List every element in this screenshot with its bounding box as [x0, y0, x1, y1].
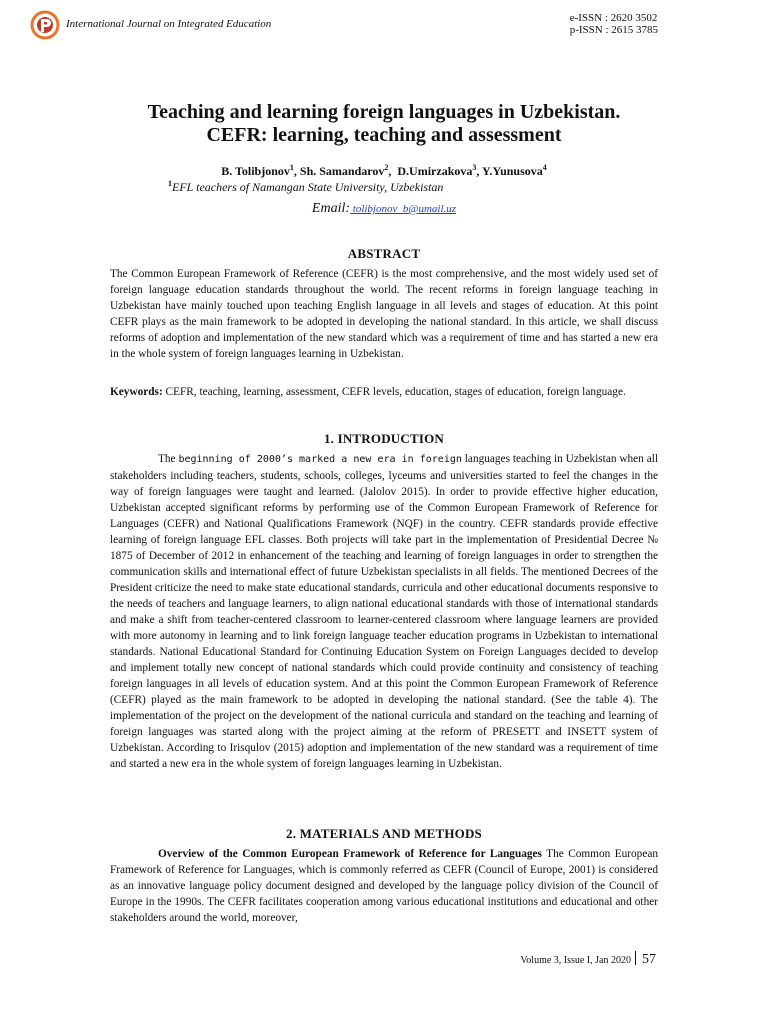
intro-body: languages teaching in Uzbekistan when all stakeholders including teachers, students, schools, colleges, lyceums and universities started to feel the changes in the way of foreign languages were taught and learned. (Jalolov 2015). In order to provide effective higher education, Uzbekistan accepted significant reforms by performing use of the Common European Framework of Reference for Languages (CEFR) and National Qualifications Framework (NQF) in the country. CEFR standards provide effective learning of foreign language EFL classes. Both projects will take part in the implementation of Presidential Decree № 1875 of December of 2012 in enhancement of the teaching and learning of foreign languages in order to strengthen the communication skills and international effect of future Uzbekistan specialists in all fields. The mentioned Decrees of the President criticize the need to make state educational standards, curricula and other educational documents responsive to the needs of teachers and language learners, to align national educational standards with those of international standards and make a shift from teacher-centered classroom to learner-centered classroom where language learners are provided with more autonomy in learning and to link foreign language teacher education programs in Uzbekistan to international standards. National Educational Standard for Continuing Education System on Foreign Languages decided to develop and implement totally new concept of national standards which could provide continuity and consistency of teaching foreign languages in all levels of education system. And at this point the Common European Framework of Reference (CEFR) played as the main framework to be adopted in developing the national standard. (See the table 4). The implementation of the project on the development of the national curricula and standard on the teaching and learning of foreign languages was started along with the project aiming at the reform of PRESETT and INSETT system of Uzbekistan. According to Irisqulov (2015) adoption and implementation of the new standard was a requirement of time and started a new era in the whole system of foreign languages learning in Uzbekistan. — [110, 453, 659, 770]
introduction-text — [110, 451, 658, 772]
abstract-text: The Common European Framework of Reference (CEFR) is the most comprehensive, and the most widely used set of foreign language education standards throughout the world. The recent reforms in foreign language teaching in Uzbekistan have mainly touched upon teaching English language in all levels and stages of education. At this point CEFR plays as the main framework to be adopted in developing the national standard. In this article, we shall discuss reforms of adoption and implementation of the new standard which was a requirement of time and has started a new era in the whole system of foreign languages learning in Uzbekistan. — [110, 268, 658, 360]
methods-body: The Common European Framework of Reference for Languages, which is commonly referred as CEFR (Council of Europe, 2001) is considered as an innovative language policy document designed and developed by the language policy division of the Council of Europe in the 1990s. The CEFR facilitates cooperation among various educational institutions and educational and other stakeholders around the world, moreover, — [110, 848, 658, 924]
author-sup: 1 — [289, 163, 294, 172]
intro-lead: The — [158, 453, 179, 465]
email-label: Email: — [311, 201, 351, 216]
keywords-text: CEFR, teaching, learning, assessment, CEFR levels, education, stages of education, foreign language. — [162, 386, 626, 398]
affiliation — [168, 179, 443, 195]
author-name: Y.Yunusova — [481, 164, 543, 178]
title-line-2: CEFR: learning, teaching and assessment — [206, 124, 562, 146]
affiliation-text: EFL teachers of Namangan State University, Uzbekistan — [172, 180, 444, 194]
eissn: e-ISSN : 2620 3502 — [569, 12, 658, 24]
introduction-heading: 1. INTRODUCTION — [323, 431, 444, 446]
volume-info: Volume 3, Issue I, Jan 2020 — [520, 955, 631, 966]
abstract-heading: ABSTRACT — [347, 246, 421, 261]
issn-block — [570, 12, 658, 36]
author-name: Sh. Samandarov — [299, 164, 385, 178]
journal-name: International Journal on Integrated Education — [66, 18, 272, 30]
pissn: p-ISSN : 2615 3785 — [569, 24, 658, 36]
email-link[interactable]: tolibjonov_b@umail.uz — [350, 203, 457, 215]
keywords-label: Keywords: — [110, 386, 163, 398]
paper-title — [90, 101, 678, 147]
methods-heading: 2. MATERIALS AND METHODS — [286, 826, 482, 841]
intro-odd-font: beginning of 2000’s marked a new era in foreign — [178, 454, 462, 465]
author-sup: 2 — [384, 163, 389, 172]
footer-divider — [635, 951, 636, 965]
author-sup: 3 — [472, 163, 477, 172]
author-name: D.Umirzakova — [397, 164, 473, 178]
page-footer — [520, 949, 656, 968]
keywords — [110, 384, 658, 400]
email-line — [0, 201, 768, 217]
methods-text — [110, 846, 658, 926]
affiliation-sup: 1 — [168, 179, 172, 188]
author-list: B. Tolibjonov$^1$, Sh. Samandarov$^2$, D.Umirzakova$^3$, Y.Yunusova$^4$ — [221, 163, 547, 178]
author-sup: 4 — [542, 163, 547, 172]
title-line-1: Teaching and learning foreign languages in Uzbekistan. — [147, 101, 621, 123]
author-name: B. Tolibjonov — [221, 164, 290, 178]
methods-lead: Overview of the Common European Framework of Reference for Languages — [158, 848, 542, 860]
page-number: 57 — [642, 952, 656, 967]
journal-logo-icon — [30, 10, 60, 40]
